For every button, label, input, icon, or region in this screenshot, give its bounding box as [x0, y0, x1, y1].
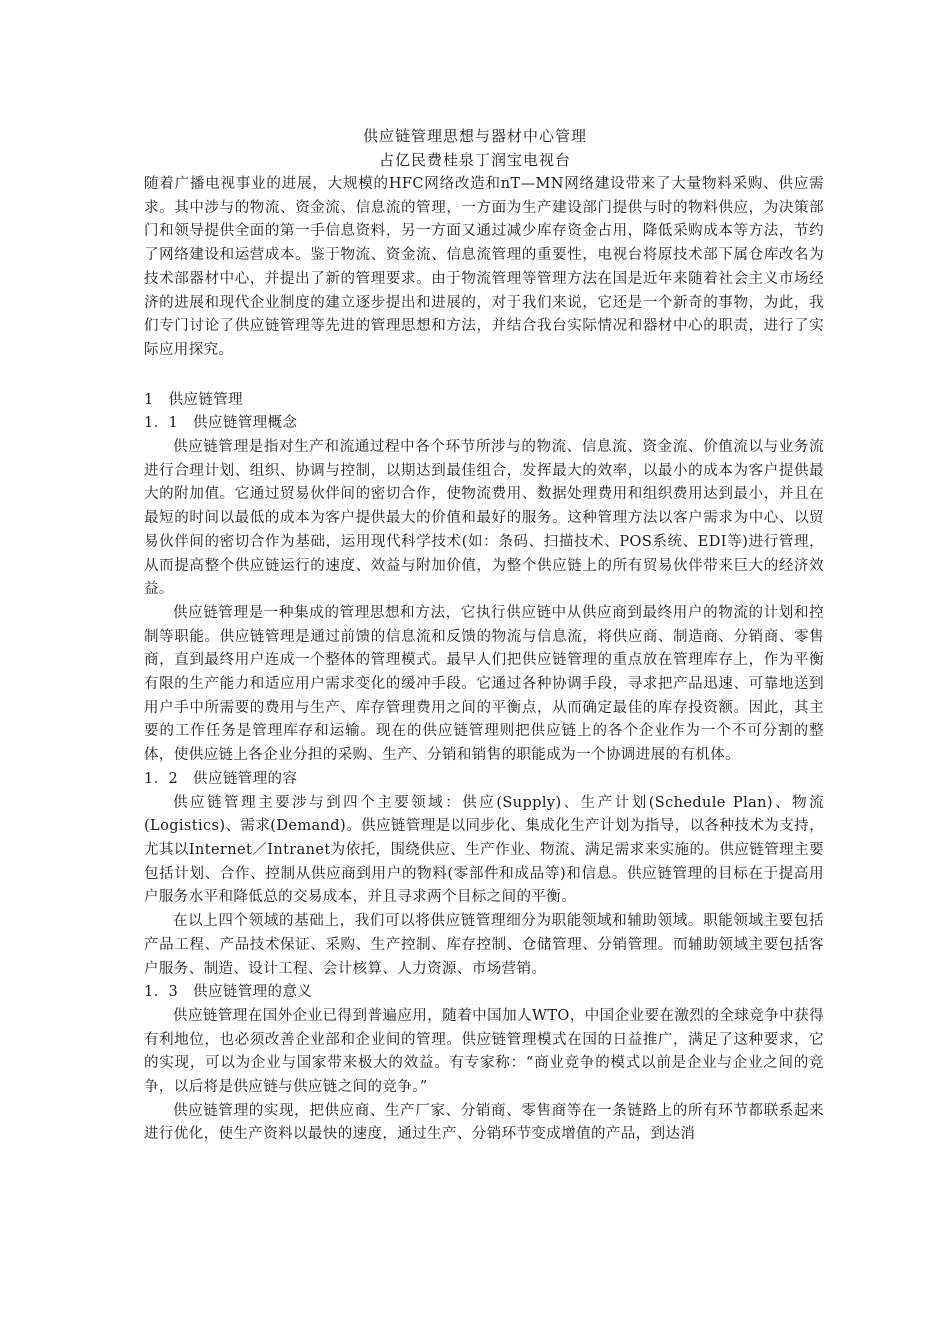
section-1-2-heading: 1．2 供应链管理的容	[144, 770, 298, 787]
section-1-1-paragraph-1: 供应链管理是指对生产和流通过程中各个环节所涉与的物流、信息流、资金流、价值流以与业务流进行合理计划、组织、协调与控制，以期达到最佳组合，发挥最大的效率，以最小的成本为客户提供最大的附加值。它通过贸易伙伴间的密切合作，使物流费用、数据处理费用和组织费用达到最小，并且在最短的时间以最低的成本为客户提供最大的价值和最好的服务。这种管理方法以客户需求为中心、以贸易伙伴间的密切合作为基础，运用现代科学技术(如：条码、扫描技术、POS系统、EDI等)进行管理，从而提高整个供应链运行的速度、效益与附加价值，为整个供应链上的所有贸易伙伴带来巨大的经济效益。	[144, 439, 824, 598]
section-1-1-heading: 1．1 供应链管理概念	[144, 415, 298, 432]
section-1-3-paragraph-1: 供应链管理在国外企业已得到普遍应用，随着中国加人WTO，中国企业要在激烈的全球竞争中获得有利地位，也必须改善企业部和企业间的管理。供应链管理模式在国的日益推广，满足了这种要求，它的实现，可以为企业与国家带来极大的效益。有专家称：“商业竞争的模式以前是企业与企业之间的竞争，以后将是供应链与供应链之间的竞争。”	[144, 1007, 824, 1096]
section-1-1-paragraph-2: 供应链管理是一种集成的管理思想和方法，它执行供应链中从供应商到最终用户的物流的计划和控制等职能。供应链管理是通过前馈的信息流和反馈的物流与信息流，将供应商、制造商、分销商、零售商，直到最终用户连成一个整体的管理模式。最早人们把供应链管理的重点放在管理库存上，作为平衡有限的生产能力和适应用户需求变化的缓冲手段。它通过各种协调手段，寻求把产品迅速、可靠地送到用户手中所需要的费用与生产、库存管理费用之间的平衡点，从而确定最佳的库存投资额。因此，其主要的工作任务是管理库存和运输。现在的供应链管理则把供应链上的各个企业作为一个不可分割的整体，使供应链上各企业分担的采购、生产、分销和销售的职能成为一个协调进展的有机体。	[144, 604, 824, 764]
document-authors: 占亿民费桂泉丁润宝电视台	[378, 151, 571, 169]
intro-paragraph: 随着广播电视事业的进展，大规模的HFC网络改造和nT—MN网络建设带来了大量物料采购、供应需求。其中涉与的物流、资金流、信息流的管理，一方面为生产建设部门提供与时的物料供应，为决策部门和领导提供全面的第一手信息资料，另一方面又通过减少库存资金占用，降低采购成本等方法，节约了网络建设和运营成本。鉴于物流、资金流、信息流管理的重要性，电视台将原技术部下属仓库改名为技术部器材中心，并提出了新的管理要求。由于物流管理等管理方法在国是近年来随着社会主义市场经济的进展和现代企业制度的建立逐步提出和进展的，对于我们来说，它还是一个新奇的事物，为此，我们专门讨论了供应链管理等先进的管理思想和方法，并结合我台实际情况和器材中心的职责，进行了实际应用探究。	[144, 176, 824, 358]
section-1-2-paragraph-2: 在以上四个领域的基础上，我们可以将供应链管理细分为职能领域和辅助领域。职能领域主要包括产品工程、产品技术保证、采购、生产控制、库存控制、仓储管理、分销管理。而辅助领域主要包括客户服务、制造、设计工程、会计核算、人力资源、市场营销。	[144, 913, 824, 977]
document-body	[144, 173, 824, 1147]
section-1-3-paragraph-2: 供应链管理的实现，把供应商、生产厂家、分销商、零售商等在一条链路上的所有环节都联系起来进行优化，使生产资料以最快的速度，通过生产、分销环节变成增值的产品，到达消	[144, 1102, 824, 1143]
document-title: 供应链管理思想与器材中心管理	[362, 127, 587, 145]
section-1-3-heading: 1．3 供应链管理的意义	[144, 984, 313, 1001]
section-1-2-paragraph-1: 供应链管理主要涉与到四个主要领域：供应(Supply)、生产计划(Schedule Plan)、物流(Logistics)、需求(Demand)。供应链管理是以同步化、集成化生产计划为指导，以各种技术为支持，尤其以Internet／Intranet为依托，围绕供应、生产作业、物流、满足需求来实施的。供应链管理主要包括计划、合作、控制从供应商到用户的物料(零部件和成品等)和信息。供应链管理的目标在于提高用户服务水平和降低总的交易成本，并且寻求两个目标之间的平衡。	[144, 794, 824, 906]
paragraph-gap	[144, 363, 824, 389]
section-1-heading: 1 供应链管理	[144, 391, 244, 408]
